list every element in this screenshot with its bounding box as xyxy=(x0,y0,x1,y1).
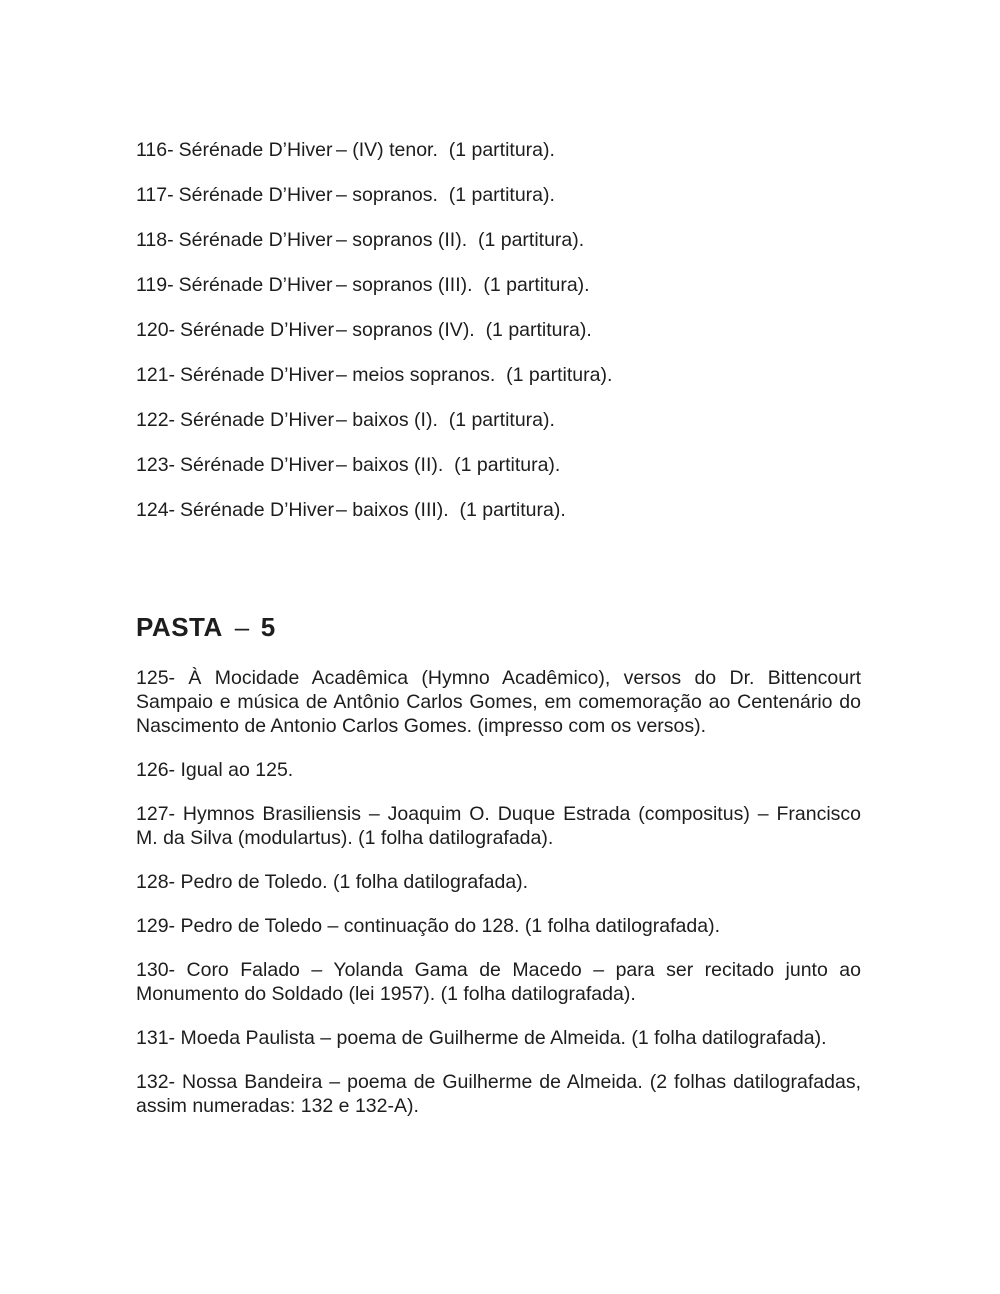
item-number: 118- xyxy=(136,229,174,251)
section-heading-label: PASTA xyxy=(136,612,223,642)
entry-126 xyxy=(136,758,861,782)
entry-line: 128- Pedro de Toledo. (1 folha datilografada). xyxy=(136,871,529,893)
item-number: 124- xyxy=(136,499,176,521)
item-left xyxy=(136,363,336,387)
item-description: – baixos (III). (1 partitura). xyxy=(336,499,566,521)
entry-line: 127- Hymnos Brasiliensis – Joaquim O. Duque Estrada (compositus) – Francisco xyxy=(136,803,861,825)
entry-line: Sampaio e música de Antônio Carlos Gomes, em comemoração ao Centenário do xyxy=(136,691,861,713)
entry-line: 125- À Mocidade Acadêmica (Hymno Acadêmico), versos do Dr. Bittencourt xyxy=(136,667,861,689)
item-title: Sérénade D’Hiver xyxy=(180,454,334,476)
item-description: – baixos (II). (1 partitura). xyxy=(336,454,561,476)
item-left xyxy=(136,228,336,252)
item-number: 119- xyxy=(136,274,174,296)
entry-line: 126- Igual ao 125. xyxy=(136,759,294,781)
item-number: 121- xyxy=(136,364,176,386)
item-description: – sopranos (IV). (1 partitura). xyxy=(336,319,592,341)
item-title: Sérénade D’Hiver xyxy=(180,499,334,521)
entry-127 xyxy=(136,802,861,850)
item-title: Sérénade D’Hiver xyxy=(180,409,334,431)
item-title: Sérénade D’Hiver xyxy=(178,184,333,206)
entry-131 xyxy=(136,1026,861,1050)
item-left xyxy=(136,273,336,297)
entry-129 xyxy=(136,914,861,938)
catalog-item-124 xyxy=(136,498,861,522)
item-number: 116- xyxy=(136,139,174,161)
catalog-item-116 xyxy=(136,138,861,162)
item-left xyxy=(136,453,336,477)
entry-line: 130- Coro Falado – Yolanda Gama de Macedo – para ser recitado junto ao xyxy=(136,959,861,981)
item-title: Sérénade D’Hiver xyxy=(178,274,333,296)
entry-125 xyxy=(136,666,861,738)
serenade-score-list xyxy=(136,138,861,522)
entry-line: 131- Moeda Paulista – poema de Guilherme de Almeida. (1 folha datilografada). xyxy=(136,1027,827,1049)
item-left xyxy=(136,138,336,162)
item-title: Sérénade D’Hiver xyxy=(178,139,333,161)
section-heading-pasta-5 xyxy=(136,611,861,643)
catalog-item-122 xyxy=(136,408,861,432)
entry-line: Monumento do Soldado (lei 1957). (1 folha datilografada). xyxy=(136,983,636,1005)
item-title: Sérénade D’Hiver xyxy=(178,229,333,251)
item-number: 123- xyxy=(136,454,176,476)
catalog-item-123 xyxy=(136,453,861,477)
item-title: Sérénade D’Hiver xyxy=(180,319,334,341)
item-description: – baixos (I). (1 partitura). xyxy=(336,409,555,431)
catalog-item-119 xyxy=(136,273,861,297)
catalog-item-121 xyxy=(136,363,861,387)
entry-line: M. da Silva (modulartus). (1 folha datilografada). xyxy=(136,827,554,849)
entry-line: 129- Pedro de Toledo – continuação do 128. (1 folha datilografada). xyxy=(136,915,720,937)
item-description: – sopranos (III). (1 partitura). xyxy=(336,274,590,296)
catalog-item-118 xyxy=(136,228,861,252)
item-description: – sopranos (II). (1 partitura). xyxy=(336,229,585,251)
entry-132 xyxy=(136,1070,861,1118)
item-left xyxy=(136,408,336,432)
item-title: Sérénade D’Hiver xyxy=(180,364,334,386)
entry-130 xyxy=(136,958,861,1006)
item-number: 117- xyxy=(136,184,174,206)
item-number: 122- xyxy=(136,409,176,431)
item-left xyxy=(136,183,336,207)
document-content xyxy=(136,138,861,1138)
section-heading-dash: – xyxy=(234,612,250,642)
catalog-item-120 xyxy=(136,318,861,342)
item-description: – meios sopranos. (1 partitura). xyxy=(336,364,613,386)
section-heading-number: 5 xyxy=(260,612,276,642)
catalog-item-117 xyxy=(136,183,861,207)
item-description: – (IV) tenor. (1 partitura). xyxy=(336,139,555,161)
item-left xyxy=(136,498,336,522)
entry-line: 132- Nossa Bandeira – poema de Guilherme de Almeida. (2 folhas datilografadas, xyxy=(136,1071,861,1093)
item-description: – sopranos. (1 partitura). xyxy=(336,184,555,206)
item-left xyxy=(136,318,336,342)
entry-line: Nascimento de Antonio Carlos Gomes. (impresso com os versos). xyxy=(136,715,707,737)
entry-line: assim numeradas: 132 e 132-A). xyxy=(136,1095,419,1117)
entry-128 xyxy=(136,870,861,894)
item-number: 120- xyxy=(136,319,176,341)
